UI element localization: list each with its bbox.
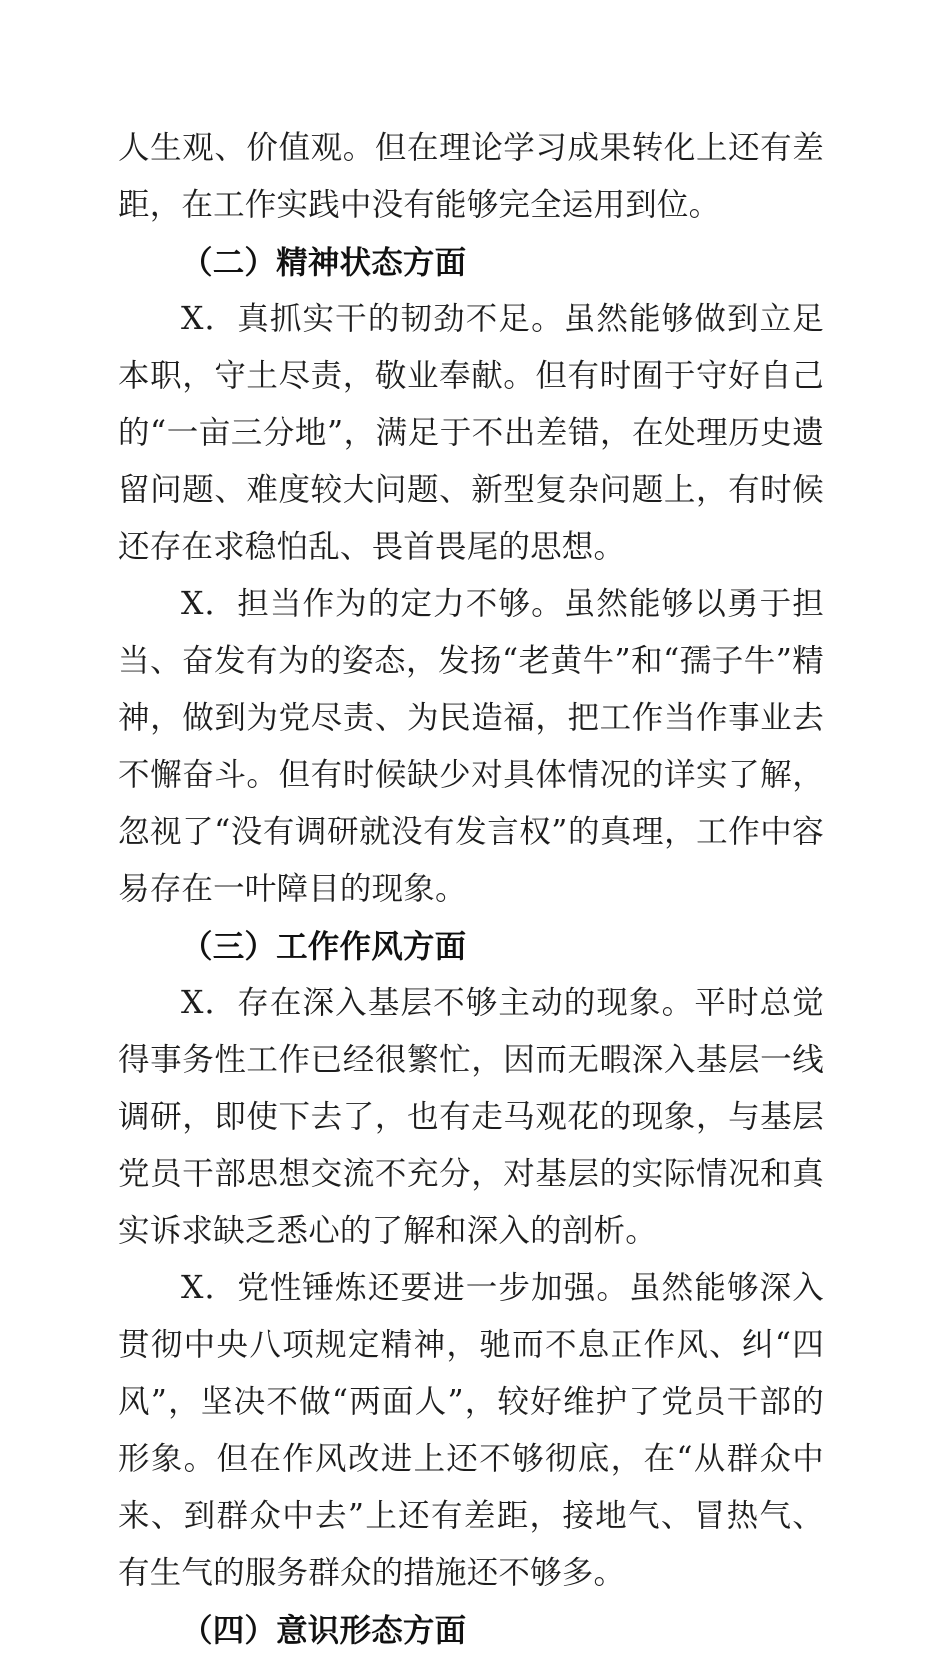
paragraph-spirit-state-1: X．真抓实干的韧劲不足。虽然能够做到立足本职，守土尽责，敬业奉献。但有时囿于守好自己的“一亩三分地”，满足于不出差错，在处理历史遗留问题、难度较大问题、新型复杂问题上，有时候还存在求稳怕乱、畏首畏尾的思想。	[118, 301, 824, 565]
section-heading-2: （二）精神状态方面	[181, 244, 467, 281]
paragraph-work-style-2: X．党性锤炼还要进一步加强。虽然能够深入贯彻中央八项规定精神，驰而不息正作风、纠“四风”，坚决不做“两面人”，较好维护了党员干部的形象。但在作风改进上还不够彻底，在“从群众中来、到群众中去”上还有差距，接地气、冒热气、有生气的服务群众的措施还不够多。	[118, 1270, 824, 1591]
section-heading-3: （三）工作作风方面	[181, 928, 467, 965]
section-heading-4: （四）意识形态方面	[181, 1612, 467, 1649]
paragraph-spirit-state-2: X．担当作为的定力不够。虽然能够以勇于担当、奋发有为的姿态，发扬“老黄牛”和“孺子牛”精神，做到为党尽责、为民造福，把工作当作事业去不懈奋斗。但有时候缺少对具体情况的详实了解，忽视了“没有调研就没有发言权”的真理，工作中容易存在一叶障目的现象。	[118, 586, 824, 907]
paragraph-work-style-1: X．存在深入基层不够主动的现象。平时总觉得事务性工作已经很繁忙，因而无暇深入基层一线调研，即使下去了，也有走马观花的现象，与基层党员干部思想交流不充分，对基层的实际情况和真实诉求缺乏悉心的了解和深入的剖析。	[118, 985, 824, 1249]
paragraph-continuation: 人生观、价值观。但在理论学习成果转化上还有差距，在工作实践中没有能够完全运用到位。	[118, 130, 824, 223]
document-text-column	[118, 120, 824, 1659]
